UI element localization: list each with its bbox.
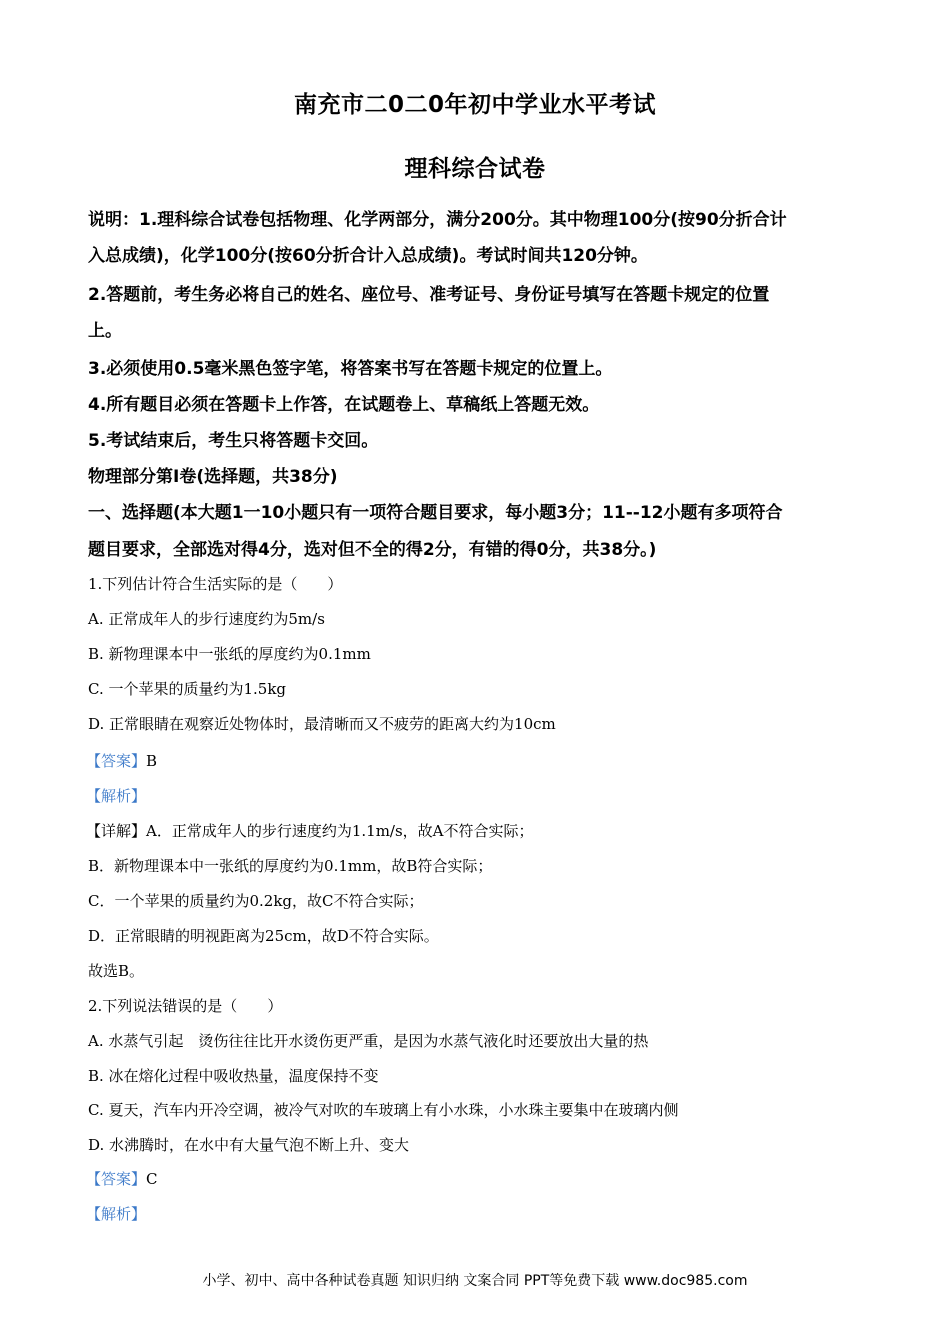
page-footer: 小学、初中、高中各种试卷真题 知识归纳 文案合同 PPT等免费下载 www.doc985.com	[202, 1273, 748, 1289]
question-2-option: D. 水沸腾时，在水中有大量气泡不断上升、变大	[88, 1136, 410, 1154]
answer-value: B	[146, 752, 158, 770]
instruction-line: 5.考试结束后，考生只将答题卡交回。	[88, 431, 379, 451]
answer-tag: 【答案】	[86, 1170, 147, 1188]
instruction-line: 2.答题前，考生务必将自己的姓名、座位号、准考证号、身份证号填写在答题卡规定的位置	[88, 285, 770, 305]
question-1-detail	[86, 820, 876, 841]
exam-title: 南充市二0二0年初中学业水平考试	[293, 92, 656, 118]
question-1-option: B. 新物理课本中一张纸的厚度约为0.1mm	[88, 645, 371, 663]
section-heading: 题目要求，全部选对得4分，选对但不全的得2分，有错的得0分，共38分。)	[88, 540, 657, 560]
detail-tag: 【详解】	[86, 822, 147, 840]
instruction-line: 上。	[88, 321, 122, 341]
question-2-option: B. 冰在熔化过程中吸收热量，温度保持不变	[88, 1067, 379, 1085]
question-1-option: A. 正常成年人的步行速度约为5m/s	[88, 610, 325, 628]
instruction-line: 说明：1.理科综合试卷包括物理、化学两部分，满分200分。其中物理100分(按90分折合计	[88, 210, 787, 230]
question-1-option: D. 正常眼睛在观察近处物体时，最清晰而又不疲劳的距离大约为10cm	[88, 715, 556, 733]
question-1-detail-line: C．一个苹果的质量约为0.2kg，故C不符合实际；	[88, 892, 424, 910]
instruction-line: 4.所有题目必须在答题卡上作答，在试题卷上、草稿纸上答题无效。	[88, 395, 600, 415]
question-1-detail-line: B．新物理课本中一张纸的厚度约为0.1mm，故B符合实际；	[88, 857, 493, 875]
question-2-option: C. 夏天，汽车内开冷空调，被冷气对吹的车玻璃上有小水珠，小水珠主要集中在玻璃内侧	[88, 1101, 679, 1119]
question-2-answer	[86, 1168, 876, 1189]
answer-tag: 【答案】	[86, 752, 147, 770]
question-1-conclusion: 故选B。	[88, 962, 145, 980]
instruction-line: 3.必须使用0.5毫米黑色签字笔，将答案书写在答题卡规定的位置上。	[88, 359, 613, 379]
analysis-tag: 【解析】	[86, 1205, 147, 1223]
question-1-stem: 1.下列估计符合生活实际的是（ ）	[88, 575, 343, 593]
analysis-tag: 【解析】	[86, 787, 147, 805]
question-2-option: A. 水蒸气引起 烫伤往往比开水烫伤更严重，是因为水蒸气液化时还要放出大量的热	[88, 1032, 649, 1050]
instruction-line: 入总成绩)，化学100分(按60分折合计入总成绩)。考试时间共120分钟。	[88, 246, 648, 266]
exam-subtitle: 理科综合试卷	[404, 156, 546, 182]
section-heading: 一、选择题(本大题1一10小题只有一项符合题目要求，每小题3分；11--12小题有多项符合	[88, 503, 783, 523]
section-part-title: 物理部分第I卷(选择题，共38分)	[88, 467, 338, 487]
answer-value: C	[146, 1170, 158, 1188]
question-1-option: C. 一个苹果的质量约为1.5kg	[88, 680, 287, 698]
detail-text: A．正常成年人的步行速度约为1.1m/s，故A不符合实际；	[146, 822, 534, 840]
question-1-answer	[86, 750, 876, 771]
question-1-detail-line: D．正常眼睛的明视距离为25cm，故D不符合实际。	[88, 927, 439, 945]
question-2-stem: 2.下列说法错误的是（ ）	[88, 997, 283, 1015]
